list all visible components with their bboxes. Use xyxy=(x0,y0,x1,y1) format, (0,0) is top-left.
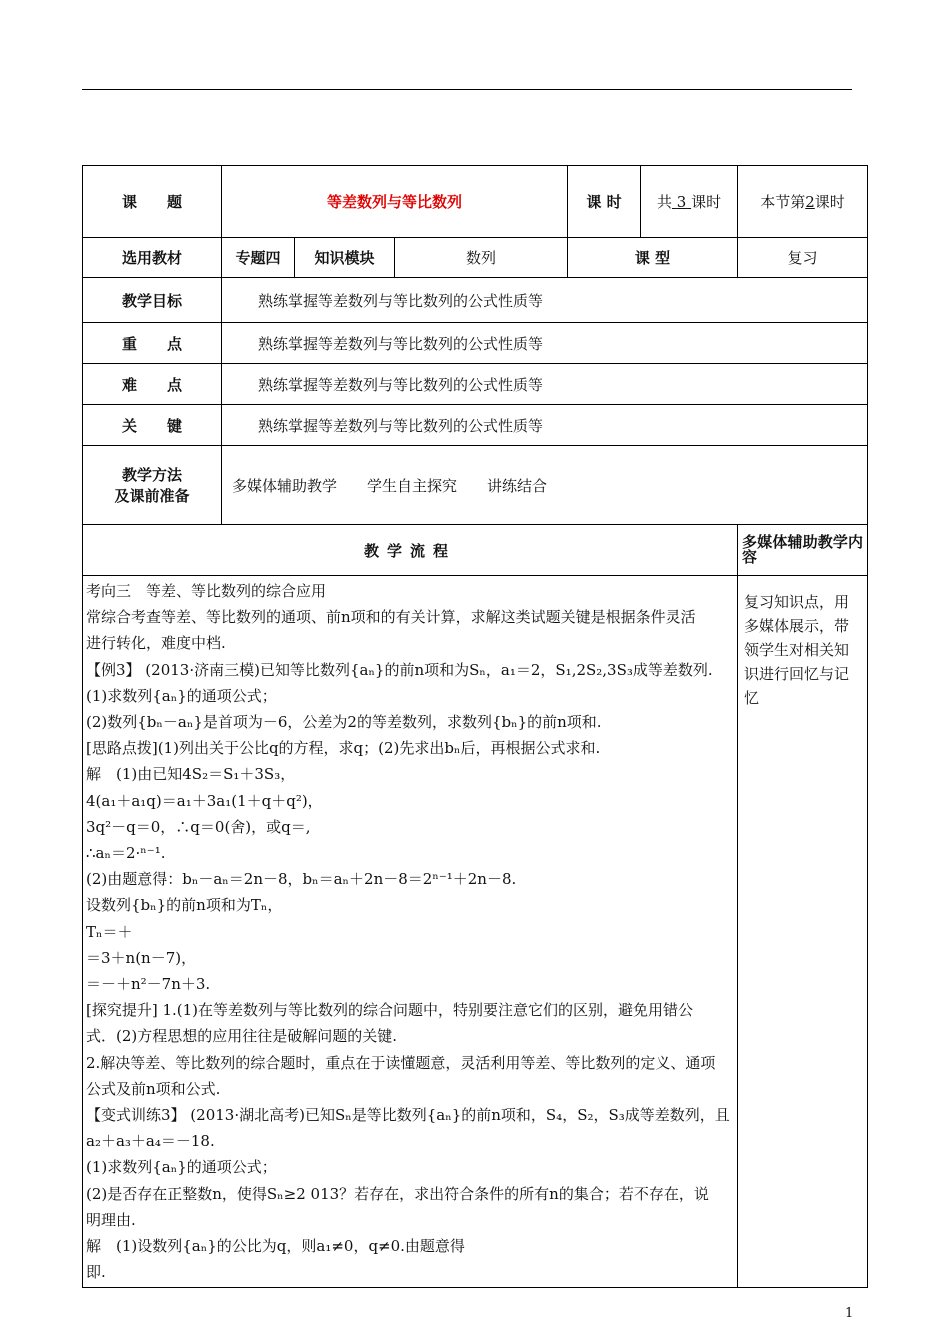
flow-line: (1)求数列{aₙ}的通项公式； xyxy=(86,1158,277,1177)
lesson-number: 本节第2课时 xyxy=(738,166,868,238)
type-value: 复习 xyxy=(738,238,868,278)
hours-label: 课 时 xyxy=(568,166,641,238)
flow-line: 即. xyxy=(86,1263,106,1282)
header-rule xyxy=(82,89,852,90)
type-label: 课 型 xyxy=(568,238,738,278)
hours-total: 共 3 课时 xyxy=(641,166,738,238)
textbook-label: 选用教材 xyxy=(83,238,222,278)
methods-label: 教学方法 及课前准备 xyxy=(83,446,222,525)
goal-label: 教学目标 xyxy=(83,278,222,323)
flow-line: 4(a₁＋a₁q)＝a₁＋3a₁(1＋q＋q²)， xyxy=(86,791,323,810)
flow-line: a₂＋a₃＋a₄＝－18. xyxy=(86,1132,215,1151)
topic-value: 专题四 xyxy=(222,238,295,278)
flow-line: 3q²－q＝0，∴q＝0(舍)，或q＝, xyxy=(86,817,311,836)
flow-line: 考向三 等差、等比数列的综合应用 xyxy=(86,582,327,600)
flow-line: 常综合考查等差、等比数列的通项、前n项和的有关计算，求解这类试题关键是根据条件灵活 xyxy=(86,608,696,627)
goal-text: 熟练掌握等差数列与等比数列的公式性质等 xyxy=(222,278,868,323)
methods-text: 多媒体辅助教学 学生自主探究 讲练结合 xyxy=(222,446,868,525)
module-value: 数列 xyxy=(395,238,568,278)
crux-text: 熟练掌握等差数列与等比数列的公式性质等 xyxy=(222,405,868,446)
flow-line: 解 (1)设数列{aₙ}的公比为q，则a₁≠0，q≠0.由题意得 xyxy=(86,1237,465,1256)
flow-line: ∴aₙ＝2·ⁿ⁻¹. xyxy=(86,844,166,863)
flow-line: 设数列{bₙ}的前n项和为Tₙ， xyxy=(86,896,283,915)
flow-line: 公式及前n项和公式. xyxy=(86,1079,221,1098)
flow-line: [探究提升] 1.(1)在等差数列与等比数列的综合问题中，特别要注意它们的区别，避免用错公 xyxy=(86,1001,694,1020)
flow-line: 【变式训练3】 (2013·湖北高考)已知Sₙ是等比数列{aₙ}的前n项和，S₄，S₂，S₃成等差数列，且 xyxy=(86,1106,730,1125)
media-content: 复习知识点，用多媒体展示，带领学生对相关知识进行回忆与记忆 xyxy=(738,576,868,1288)
subject-label: 课 题 xyxy=(83,166,222,238)
flow-line: [思路点拨](1)列出关于公比q的方程，求q；(2)先求出bₙ后，再根据公式求和. xyxy=(86,739,601,758)
flow-content xyxy=(83,576,738,1288)
flow-line: (1)求数列{aₙ}的通项公式； xyxy=(86,686,277,705)
difficulty-text: 熟练掌握等差数列与等比数列的公式性质等 xyxy=(222,364,868,405)
flow-line: (2)由题意得：bₙ－aₙ＝2n－8，bₙ＝aₙ＋2n－8＝2ⁿ⁻¹＋2n－8. xyxy=(86,870,517,889)
flow-line: 解 (1)由已知4S₂＝S₁＋3S₃， xyxy=(86,765,296,784)
flow-line: Tₙ＝＋ xyxy=(86,922,133,941)
flow-line: 明理由. xyxy=(86,1210,136,1229)
flow-line: 式．(2)方程思想的应用往往是破解问题的关键. xyxy=(86,1027,398,1046)
flow-line: 进行转化，难度中档. xyxy=(86,634,226,653)
key-point-label: 重 点 xyxy=(83,323,222,364)
page-number: 1 xyxy=(845,1306,854,1321)
flow-heading: 教学流程 xyxy=(83,525,738,576)
module-label: 知识模块 xyxy=(295,238,395,278)
flow-line: ＝3＋n(n－7)， xyxy=(86,948,197,967)
difficulty-label: 难 点 xyxy=(83,364,222,405)
flow-line: (2)是否存在正整数n，使得Sₙ≥2 013？若存在，求出符合条件的所有n的集合；若不存在，说 xyxy=(86,1184,709,1203)
flow-line: ＝－＋n²－7n＋3. xyxy=(86,975,211,994)
flow-line: 2.解决等差、等比数列的综合题时，重点在于读懂题意，灵活利用等差、等比数列的定义、通项 xyxy=(86,1053,716,1072)
lesson-plan-table xyxy=(82,165,868,1288)
lesson-title: 等差数列与等比数列 xyxy=(222,166,568,238)
media-heading: 多媒体辅助教学内容 xyxy=(738,525,868,576)
flow-line: 【例3】 (2013·济南三模)已知等比数列{aₙ}的前n项和为Sₙ，a₁＝2，S₁,2S₂,3S₃成等差数列. xyxy=(86,660,713,679)
key-point-text: 熟练掌握等差数列与等比数列的公式性质等 xyxy=(222,323,868,364)
crux-label: 关 键 xyxy=(83,405,222,446)
flow-line: (2)数列{bₙ－aₙ}是首项为－6，公差为2的等差数列，求数列{bₙ}的前n项和. xyxy=(86,713,602,732)
